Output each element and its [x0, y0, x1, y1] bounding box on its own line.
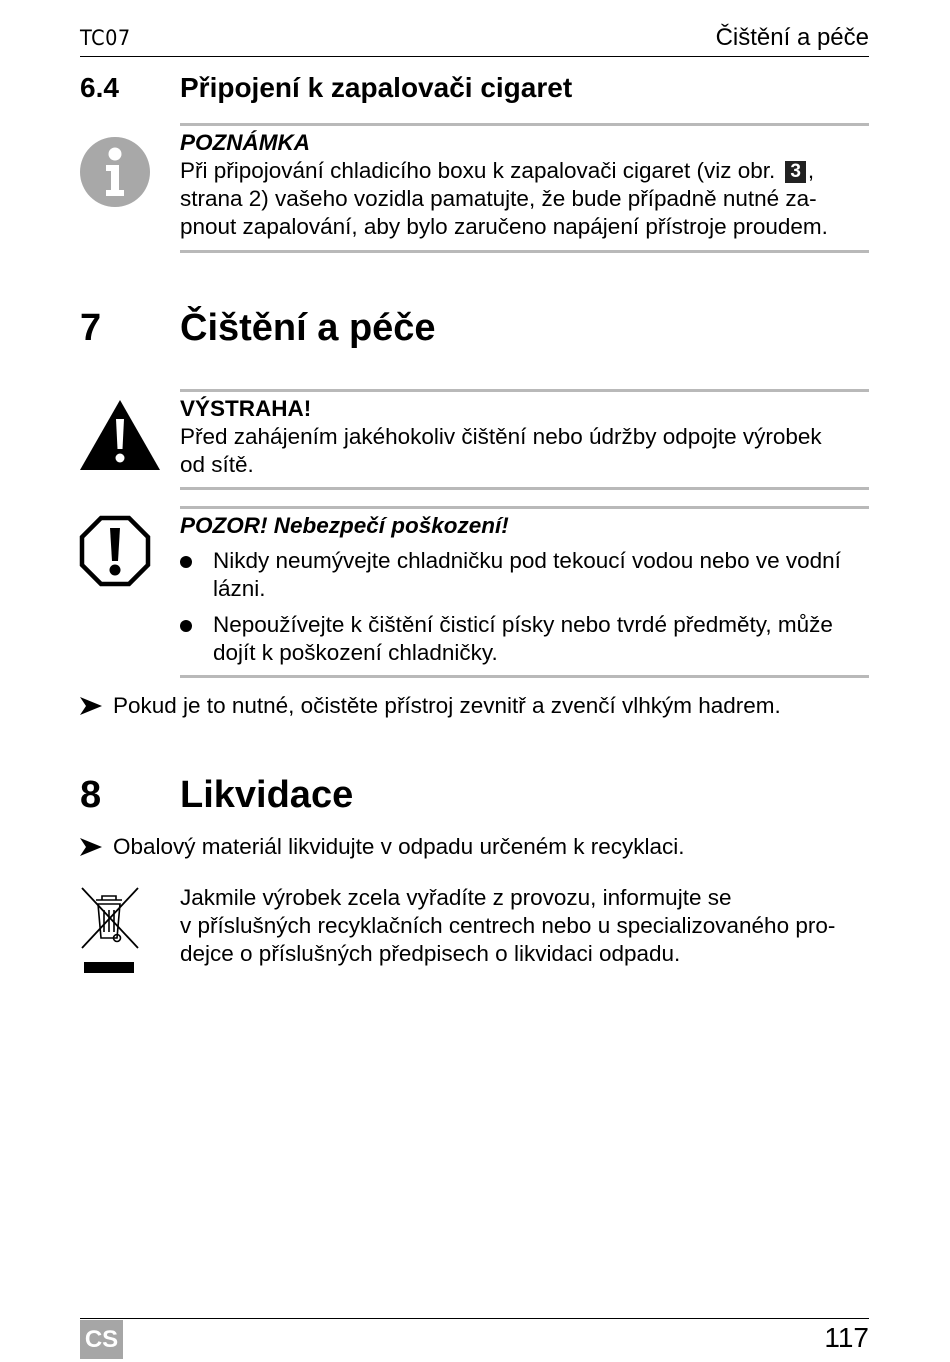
disposal-line-2: v příslušných recyklačních centrech nebo u specializovaného pro-: [180, 913, 836, 938]
header-model: TC07: [80, 26, 131, 50]
note-line-1-comma: ,: [807, 158, 815, 183]
figure-ref-badge: 3: [785, 161, 806, 183]
header-rule: [80, 56, 869, 57]
bullet-dot: [180, 556, 192, 568]
bullet-dot: [180, 620, 192, 632]
warning-bottom-rule: [180, 487, 869, 490]
section-title: Připojení k zapalovači cigaret: [180, 72, 573, 103]
warning-triangle-icon: [79, 399, 161, 476]
arrow-bullet-icon: [80, 697, 102, 720]
caution-item-2-line-1: Nepoužívejte k čištění čisticí písky nebo tvrdé předměty, může: [213, 612, 833, 637]
crossed-bin-icon: [80, 886, 140, 981]
warning-label: VÝSTRAHA!: [180, 396, 312, 421]
caution-item-1-line-1: Nikdy neumývejte chladničku pod tekoucí vodou nebo ve vodní: [213, 548, 841, 573]
step-packaging: Obalový materiál likvidujte v odpadu určeném k recyklaci.: [113, 834, 685, 859]
note-line-3: pnout zapalování, aby bylo zaručeno napájení přístroje proudem.: [180, 214, 828, 239]
caution-item-1-line-2: lázni.: [213, 576, 266, 601]
caution-item-2-line-2: dojít k poškození chladničky.: [213, 640, 498, 665]
caution-octagon-icon: [79, 515, 151, 592]
chapter-title: Likvidace: [180, 774, 354, 816]
note-bottom-rule: [180, 250, 869, 253]
warning-top-rule: [180, 389, 869, 392]
caution-bottom-rule: [180, 675, 869, 678]
chapter-number: 7: [80, 307, 102, 349]
language-badge: CS: [80, 1320, 123, 1359]
warning-line-2: od sítě.: [180, 452, 254, 477]
warning-line-1: Před zahájením jakéhokoliv čištění nebo údržby odpojte výrobek: [180, 424, 822, 449]
step-clean: Pokud je to nutné, očistěte přístroj zevnitř a zvenčí vlhkým hadrem.: [113, 693, 781, 718]
arrow-bullet-icon: [80, 838, 102, 861]
caution-top-rule: [180, 506, 869, 509]
header-section: Čištění a péče: [715, 24, 869, 51]
note-line-2: strana 2) vašeho vozidla pamatujte, že bude případně nutné za-: [180, 186, 817, 211]
section-number: 6.4: [80, 72, 119, 103]
chapter-title: Čištění a péče: [180, 307, 436, 349]
info-icon: [79, 136, 151, 213]
caution-label: POZOR! Nebezpečí poškození!: [180, 513, 509, 538]
note-label: POZNÁMKA: [180, 130, 310, 155]
note-line-1: [180, 157, 814, 186]
disposal-line-3: dejce o příslušných předpisech o likvidaci odpadu.: [180, 941, 681, 966]
footer-rule: [80, 1318, 869, 1319]
chapter-number: 8: [80, 774, 102, 816]
disposal-line-1: Jakmile výrobek zcela vyřadíte z provozu, informujte se: [180, 885, 732, 910]
note-top-rule: [180, 123, 869, 126]
note-line-1-text: Při připojování chladicího boxu k zapalovači cigaret (viz obr.: [180, 158, 776, 183]
page-number: 117: [824, 1322, 869, 1353]
